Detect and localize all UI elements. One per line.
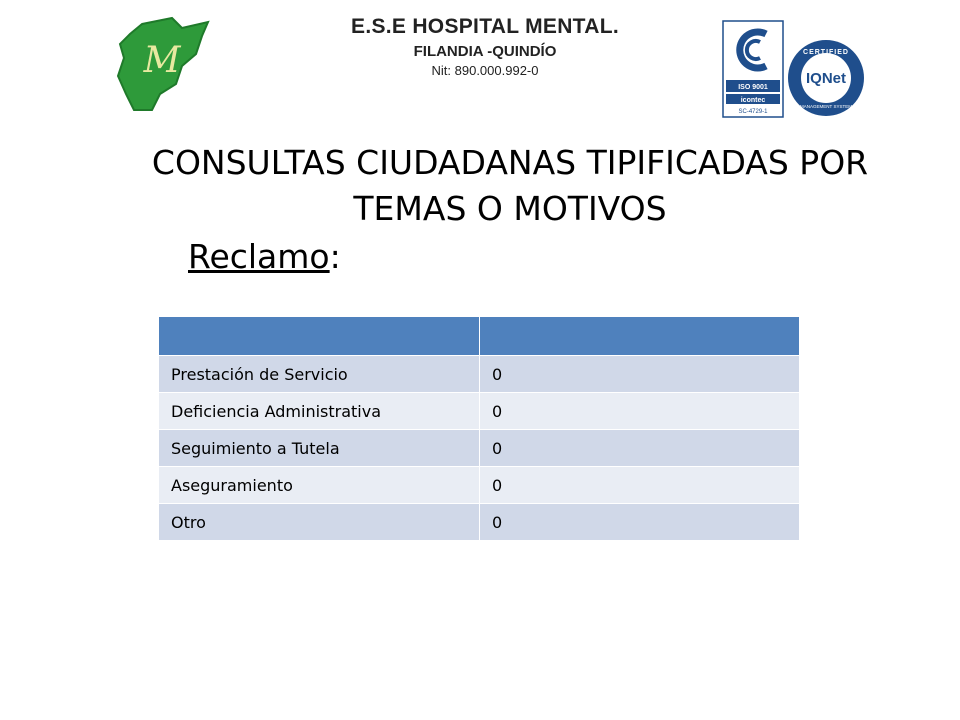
- row-value: 0: [480, 356, 800, 393]
- table-header-cell: [159, 317, 480, 356]
- table-row: [159, 467, 800, 504]
- table-row: [159, 504, 800, 541]
- iso-brand-text: icontec: [740, 97, 766, 104]
- table-header-row: [159, 317, 800, 356]
- logo-letter: M: [143, 40, 181, 81]
- table-row: [159, 356, 800, 393]
- letterhead: [300, 12, 670, 80]
- iqnet-top-text: CERTIFIED: [803, 49, 849, 56]
- complaints-table: [158, 316, 800, 541]
- hospital-logo: [112, 14, 216, 114]
- iqnet-bottom-text: MANAGEMENT SYSTEM: [800, 104, 852, 109]
- row-value: 0: [480, 467, 800, 504]
- table-row: [159, 430, 800, 467]
- iso-code-text: SC-4729-1: [738, 109, 768, 115]
- iso-mark-text: ISO 9001: [738, 84, 768, 91]
- institution-name: E.S.E HOSPITAL MENTAL.: [351, 15, 619, 38]
- row-value: 0: [480, 430, 800, 467]
- subtitle-word: Reclamo: [188, 237, 330, 276]
- institution-nit: Nit: 890.000.992-0: [431, 63, 539, 78]
- institution-location: FILANDIA -QUINDÍO: [413, 43, 557, 60]
- table-header-cell: [480, 317, 800, 356]
- iqnet-certification-logo: [786, 38, 866, 118]
- row-value: 0: [480, 504, 800, 541]
- row-label: Prestación de Servicio: [159, 356, 480, 393]
- iqnet-name-text: IQNet: [805, 70, 847, 87]
- slide-title: CONSULTAS CIUDADANAS TIPIFICADAS POR TEMAS O MOTIVOS: [151, 143, 869, 228]
- row-value: 0: [480, 393, 800, 430]
- row-label: Deficiencia Administrativa: [159, 393, 480, 430]
- row-label: Aseguramiento: [159, 467, 480, 504]
- subtitle-colon: :: [329, 237, 341, 276]
- table-row: [159, 393, 800, 430]
- row-label: Otro: [159, 504, 480, 541]
- iso-certification-logo: [722, 20, 784, 118]
- row-label: Seguimiento a Tutela: [159, 430, 480, 467]
- slide-subtitle: [188, 234, 341, 280]
